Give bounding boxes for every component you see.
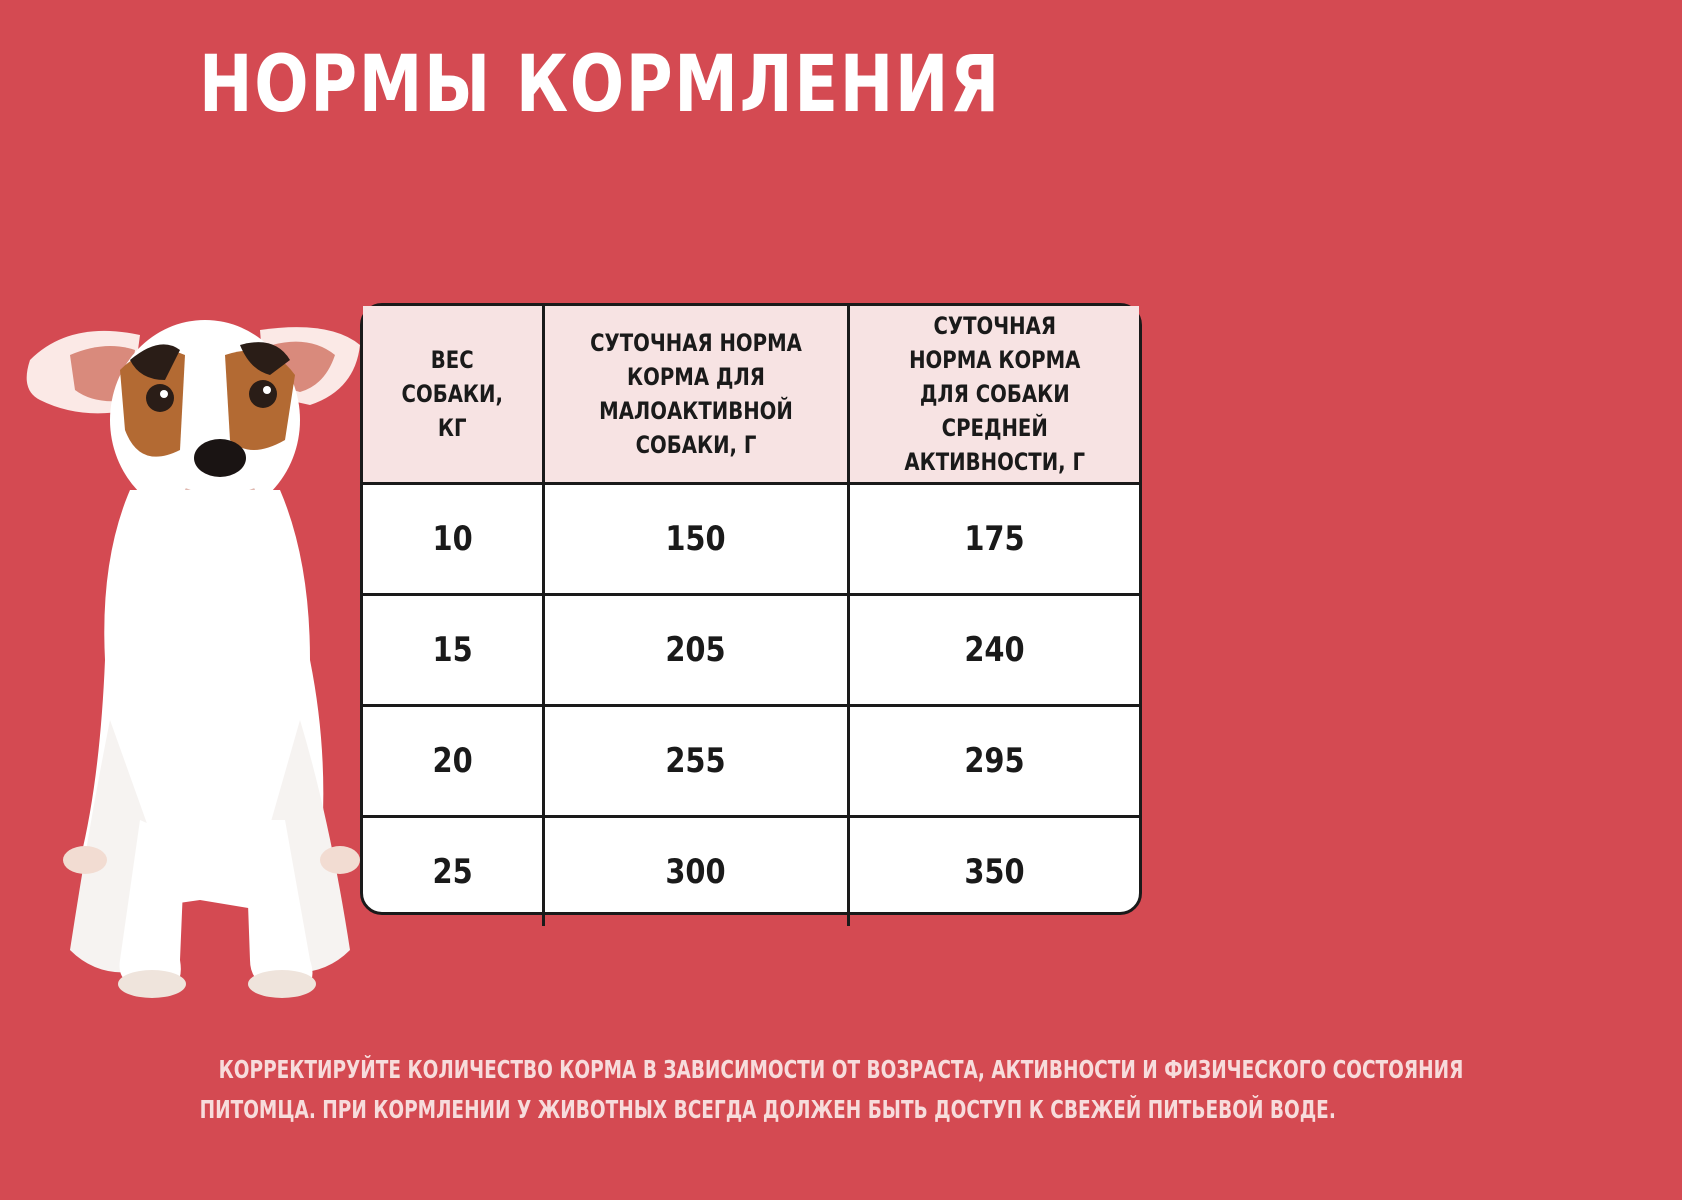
cell-low-activity: 255 [543,706,848,817]
page-title: НОРМЫ КОРМЛЕНИЯ [199,40,1001,130]
table-row [363,706,1139,817]
cell-medium-activity: 175 [848,484,1139,595]
feeding-table [360,303,1142,915]
table-row [363,595,1139,706]
header-medium-activity: СУТОЧНАЯ НОРМА КОРМА ДЛЯ СОБАКИ СРЕДНЕЙ АКТИВНОСТИ, Г [848,306,1139,484]
cell-weight: 15 [363,595,543,706]
footer-note [0,1050,1464,1130]
cell-medium-activity: 295 [848,706,1139,817]
table-row [363,484,1139,595]
cell-weight: 20 [363,706,543,817]
dog-photo [10,300,370,1020]
cell-weight: 10 [363,484,543,595]
header-weight: ВЕС СОБАКИ, КГ [363,306,543,484]
cell-low-activity: 205 [543,595,848,706]
table-row [363,817,1139,927]
table-header-row [363,306,1139,484]
footer-line-1: КОРРЕКТИРУЙТЕ КОЛИЧЕСТВО КОРМА В ЗАВИСИМОСТИ ОТ ВОЗРАСТА, АКТИВНОСТИ И ФИЗИЧЕСКОГО СОСТОЯНИЯ [218,1055,1464,1084]
cell-medium-activity: 240 [848,595,1139,706]
cell-low-activity: 150 [543,484,848,595]
header-low-activity: СУТОЧНАЯ НОРМА КОРМА ДЛЯ МАЛОАКТИВНОЙ СОБАКИ, Г [543,306,848,484]
cell-low-activity: 300 [543,817,848,927]
footer-line-2: ПИТОМЦА. ПРИ КОРМЛЕНИИ У ЖИВОТНЫХ ВСЕГДА ДОЛЖЕН БЫТЬ ДОСТУП К СВЕЖЕЙ ПИТЬЕВОЙ ВОДЕ. [199,1095,1336,1124]
cell-weight: 25 [363,817,543,927]
cell-medium-activity: 350 [848,817,1139,927]
